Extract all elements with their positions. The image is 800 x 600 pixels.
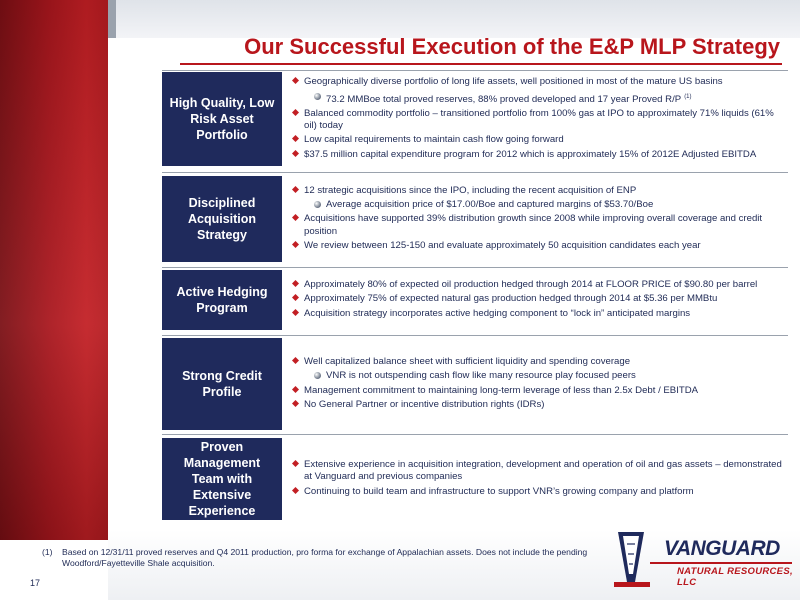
bullet-text: No General Partner or incentive distribution rights (IDRs)	[304, 398, 545, 410]
bullet-text: Extensive experience in acquisition integration, development and operation of oil and gas assets – demonstrated at Vanguard and previous companies	[304, 459, 782, 483]
red-diamond-bullet-icon	[292, 357, 299, 364]
bullet-item	[290, 486, 788, 498]
red-diamond-bullet-icon	[292, 294, 299, 301]
row-divider	[162, 70, 788, 71]
gray-sphere-bullet-icon	[314, 372, 321, 379]
red-diamond-bullet-icon	[292, 186, 299, 193]
title-underline	[180, 63, 782, 65]
bullet-item	[290, 108, 788, 132]
strategy-row	[162, 438, 788, 520]
row-body	[282, 72, 788, 166]
strategy-row	[162, 338, 788, 430]
sub-bullet-item	[290, 91, 788, 106]
bullet-list	[290, 458, 788, 500]
row-body	[282, 176, 788, 262]
bullet-text: 73.2 MMBoe total proved reserves, 88% proved developed and 17 year Proved R/P	[326, 93, 682, 105]
red-diamond-bullet-icon	[292, 241, 299, 248]
bullet-item	[290, 76, 788, 88]
row-divider	[162, 335, 788, 336]
red-diamond-bullet-icon	[292, 109, 299, 116]
footnote	[42, 547, 602, 569]
bullet-item	[290, 459, 788, 483]
red-diamond-bullet-icon	[292, 487, 299, 494]
row-body	[282, 438, 788, 520]
bullet-item	[290, 293, 788, 305]
bullet-text: Geographically diverse portfolio of long life assets, well positioned in most of the mature US basins	[304, 76, 723, 88]
bullet-item	[290, 308, 788, 320]
footnote-marker: (1)	[42, 547, 53, 557]
red-diamond-bullet-icon	[292, 460, 299, 467]
bullet-list	[290, 184, 788, 254]
gray-sphere-bullet-icon	[314, 93, 321, 100]
strategy-row	[162, 176, 788, 262]
left-decorative-band	[0, 0, 108, 540]
red-diamond-bullet-icon	[292, 400, 299, 407]
bullet-list	[290, 355, 788, 413]
row-divider	[162, 267, 788, 268]
logo-subtitle: NATURAL RESOURCES, LLC	[677, 566, 793, 588]
red-diamond-bullet-icon	[292, 386, 299, 393]
row-divider	[162, 172, 788, 173]
red-diamond-bullet-icon	[292, 135, 299, 142]
sub-bullet-item	[290, 199, 788, 211]
row-label: Active Hedging Program	[162, 270, 282, 330]
slide-title: Our Successful Execution of the E&P MLP Strategy	[244, 34, 780, 59]
bullet-text: Continuing to build team and infrastructure to support VNR’s growing company and platform	[304, 485, 694, 497]
strategy-row	[162, 270, 788, 330]
strategy-row	[162, 72, 788, 166]
bullet-text: VNR is not outspending cash flow like many resource play focused peers	[326, 370, 636, 382]
red-diamond-bullet-icon	[292, 214, 299, 221]
page-number: 17	[30, 578, 41, 588]
bullet-text: Balanced commodity portfolio – transitioned portfolio from 100% gas at IPO to approximately 71% liquids (61% oil) today	[304, 107, 774, 132]
red-diamond-bullet-icon	[292, 77, 299, 84]
bullet-item	[290, 213, 788, 237]
bullet-item	[290, 279, 788, 291]
bullet-text: Approximately 80% of expected oil production hedged through 2014 at FLOOR PRICE of $90.80 per barrel	[304, 279, 758, 291]
footnote-text: Based on 12/31/11 proved reserves and Q4 2011 production, pro forma for exchange of Appalachian assets. Does not include the pending Woodford/Fayetteville Shale acquisition.	[62, 547, 588, 568]
bullet-item	[290, 134, 788, 146]
row-body	[282, 338, 788, 430]
bullet-text: Low capital requirements to maintain cash flow going forward	[304, 134, 564, 146]
row-label: High Quality, Low Risk Asset Portfolio	[162, 72, 282, 166]
red-diamond-bullet-icon	[292, 280, 299, 287]
bullet-item	[290, 185, 788, 197]
logo-name: VANGUARD	[664, 537, 780, 560]
bullet-item	[290, 149, 788, 161]
bullet-item	[290, 356, 788, 368]
bullet-list	[290, 75, 788, 162]
bullet-item	[290, 385, 788, 397]
row-label: Disciplined Acquisition Strategy	[162, 176, 282, 262]
row-divider	[162, 434, 788, 435]
row-label: Proven Management Team with Extensive Experience	[162, 438, 282, 520]
bullet-text: We review between 125-150 and evaluate approximately 50 acquisition candidates each year	[304, 239, 701, 251]
bullet-list	[290, 278, 788, 322]
bullet-item	[290, 399, 788, 411]
bullet-text: Well capitalized balance sheet with sufficient liquidity and spending coverage	[304, 356, 631, 368]
bullet-text: Management commitment to maintaining long-term leverage of less than 2.5x Debt / EBITDA	[304, 384, 699, 396]
bullet-text: Average acquisition price of $17.00/Boe and captured margins of $53.70/Boe	[326, 199, 654, 211]
gray-sphere-bullet-icon	[314, 201, 321, 208]
row-label: Strong Credit Profile	[162, 338, 282, 430]
bullet-text: $37.5 million capital expenditure program for 2012 which is approximately 15% of 2012E Adjusted EBITDA	[304, 148, 757, 160]
bullet-text: Acquisitions have supported 39% distribution growth since 2008 while improving overall coverage and credit position	[304, 213, 763, 237]
top-decorative-strip	[108, 0, 800, 38]
sub-bullet-item	[290, 370, 788, 382]
row-body	[282, 270, 788, 330]
bullet-text: Acquisition strategy incorporates active hedging component to “lock in” anticipated margins	[304, 307, 691, 319]
bullet-item	[290, 240, 788, 252]
red-diamond-bullet-icon	[292, 309, 299, 316]
red-diamond-bullet-icon	[292, 150, 299, 157]
bullet-text: Approximately 75% of expected natural gas production hedged through 2014 at $5.36 per MMBtu	[304, 293, 718, 305]
bullet-text: 12 strategic acquisitions since the IPO, including the recent acquisition of ENP	[304, 184, 637, 196]
footnote-reference: (1)	[684, 93, 692, 100]
